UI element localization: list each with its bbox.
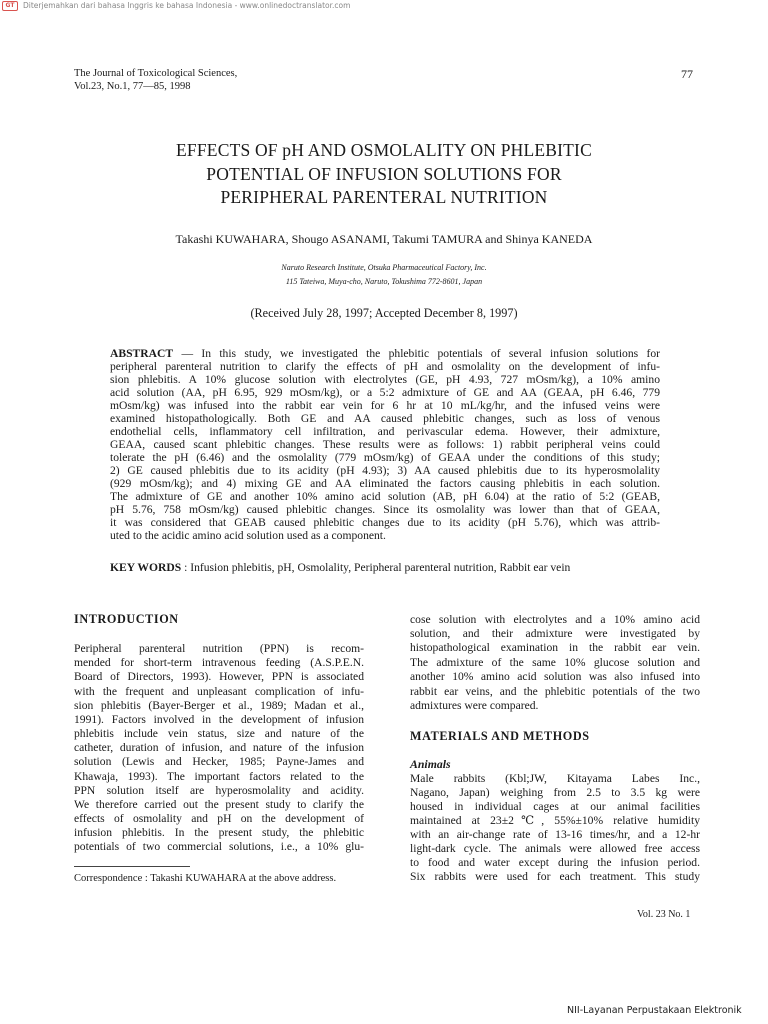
intro-line: potentials of two commercial solutions, i.e., a 10% glu- [74, 840, 364, 853]
intro-line: with the frequent and unpleasant complication of infu- [74, 685, 364, 698]
abstract-line: sion phlebitis. A 10% glucose solution with electrolytes (GE, pH 4.93, 727 mOsm/kg), a 10% amino [110, 373, 660, 386]
intro-line: sion phlebitis (Bayer-Berger et al., 1989; Madan et al., [74, 699, 364, 712]
keywords [110, 561, 570, 574]
methods-line: light-dark cycle. The animals were allowed free access [410, 842, 700, 855]
methods-line: maintained at 23±2℃, 55%±10% relative humidity [410, 814, 700, 827]
intro-cont-line: cose solution with electrolytes and a 10% amino acid [410, 613, 700, 626]
footnote-rule [74, 866, 190, 867]
intro-cont-line: histopathological examination in the rabbit ear vein. [410, 641, 700, 654]
intro-line: Peripheral parenteral nutrition (PPN) is recom- [74, 642, 364, 655]
methods-line: Nagano, Japan) weighing from 2.5 to 3.5 kg were [410, 786, 700, 799]
intro-line: infusion phlebitis. In the present study, the phlebitic [74, 826, 364, 839]
methods-line: housed in individual cages at our animal facilities [410, 800, 700, 813]
volume-footer: Vol. 23 No. 1 [637, 909, 691, 920]
intro-cont-line: rabbit ear veins, and the phlebitic potentials of the two [410, 685, 700, 698]
abstract-line: 2) GE caused phlebitis due to its acidity (pH 4.93); 3) AA caused phlebitis due to its hyperosmolality [110, 464, 660, 477]
keywords-label: KEY WORDS [110, 561, 182, 574]
intro-line: effects of osmolality and pH on the development of [74, 812, 364, 825]
methods-line: Male rabbits (Kbl;JW, Kitayama Labes Inc., [410, 772, 700, 785]
translator-icon: GT [2, 1, 18, 11]
author-list: Takashi KUWAHARA, Shougo ASANAMI, Takumi TAMURA and Shinya KANEDA [175, 232, 593, 246]
intro-cont-line: admixtures were compared. [410, 699, 539, 712]
title-line-3: PERIPHERAL PARENTERAL NUTRITION [220, 187, 548, 207]
title-line-1: EFFECTS OF pH AND OSMOLALITY ON PHLEBITIC [176, 140, 592, 160]
abstract-line: mOsm/kg) was infused into the rabbit ear vein for 6 hr at 10 mL/kg/hr, and the infused veins were [110, 399, 660, 412]
abstract-line: (929 mOsm/kg); and 4) mixing GE and AA eliminated the factors causing phlebitis in each solution. [110, 477, 660, 490]
intro-line: Board of Directors, 1993). However, PPN is associated [74, 670, 364, 683]
methods-heading: MATERIALS AND METHODS [410, 729, 590, 743]
keywords-text: : Infusion phlebitis, pH, Osmolality, Peripheral parenteral nutrition, Rabbit ear vein [181, 561, 571, 574]
methods-line: Six rabbits were used for each treatment. This study [410, 870, 700, 883]
abstract-line: endothelial cells, inflammatory cell infiltration, and perivascular edema. However, their admixture, [110, 425, 660, 438]
translator-banner-text[interactable]: Diterjemahkan dari bahasa Inggris ke bahasa Indonesia - www.onlinedoctranslator.com [23, 1, 351, 10]
abstract-label: ABSTRACT [110, 347, 174, 360]
intro-line: mended for short-term intravenous feeding (A.S.P.E.N. [74, 656, 364, 669]
abstract-line: peripheral parenteral nutrition to clarify the effects of pH and osmolality on the development of infu- [110, 360, 660, 373]
abstract-line: it was considered that GEAB caused phlebitic changes due to its acidity (pH 5.76), which was attrib- [110, 516, 660, 529]
intro-line: solution (Lewis and Hecker, 1985; Payne-James and [74, 755, 364, 768]
animals-subheading: Animals [410, 757, 451, 771]
title-line-2: POTENTIAL OF INFUSION SOLUTIONS FOR [206, 164, 562, 184]
correspondence-note: Correspondence : Takashi KUWAHARA at the above address. [74, 873, 337, 884]
journal-line-2: Vol.23, No.1, 77—85, 1998 [74, 81, 191, 92]
intro-cont-line: another 10% amino acid solution was also infused into [410, 670, 700, 683]
affiliation-line-1: Naruto Research Institute, Otsuka Pharmaceutical Factory, Inc. [281, 263, 487, 272]
journal-line-1: The Journal of Toxicological Sciences, [74, 68, 238, 79]
methods-line: with an air-change rate of 13-16 times/hr, and a 12-hr [410, 828, 700, 841]
intro-line: catheter, duration of infusion, and nature of the infusion [74, 741, 364, 754]
affiliation-line-2: 115 Tateiwa, Muya-cho, Naruto, Tokushima 772-8601, Japan [285, 277, 483, 286]
abstract-line: acid solution (AA, pH 6.95, 929 mOsm/kg), or a 5:2 admixture of GE and AA (GEAA, pH 6.46, 779 [110, 386, 660, 399]
introduction-heading: INTRODUCTION [74, 612, 179, 626]
journal-citation [74, 67, 237, 93]
intro-cont-line: solution, and their admixture were investigated by [410, 627, 700, 640]
intro-line: 1991). Factors involved in the development of infusion [74, 713, 364, 726]
abstract-line: pH 5.76, 758 mOsm/kg) caused phlebitic changes. Since its osmolality was lower than that of GEAA, [110, 503, 660, 516]
page-number: 77 [681, 67, 693, 81]
abstract-line: The admixture of GE and another 10% amino acid solution (AB, pH 6.04) at the ratio of 5:2 (GEAB, [110, 490, 660, 503]
abstract-line: GEAA, caused scant phlebitic changes. These results were as follows: 1) rabbit peripheral veins could [110, 438, 660, 451]
received-dates: (Received July 28, 1997; Accepted December 8, 1997) [250, 306, 518, 320]
abstract-line: examined histopathologically. Both GE and AA caused phlebitic changes, such as loss of venous [110, 412, 660, 425]
intro-line: PPN solution itself are hyperosmolality and acidity. [74, 784, 364, 797]
abstract-line: tolerate the pH (6.46) and the osmolality (779 mOsm/kg) of GEAA under the conditions of this study; [110, 451, 660, 464]
intro-line: phlebitis include vein status, size and nature of the [74, 727, 364, 740]
source-footer: NII-Layanan Perpustakaan Elektronik [567, 1005, 742, 1016]
intro-line: We therefore carried out the present study to clarify the [74, 798, 364, 811]
abstract-line: uted to the acidic amino acid solution used as a component. [110, 529, 386, 542]
intro-line: Khawaja, 1993). The important factors related to the [74, 770, 364, 783]
abstract-line: ABSTRACT — In this study, we investigated the phlebitic potentials of several infusion solutions for [110, 347, 660, 360]
intro-cont-line: The admixture of the same 10% glucose solution and [410, 656, 700, 669]
methods-line: to food and water except during the infusion period. [410, 856, 700, 869]
